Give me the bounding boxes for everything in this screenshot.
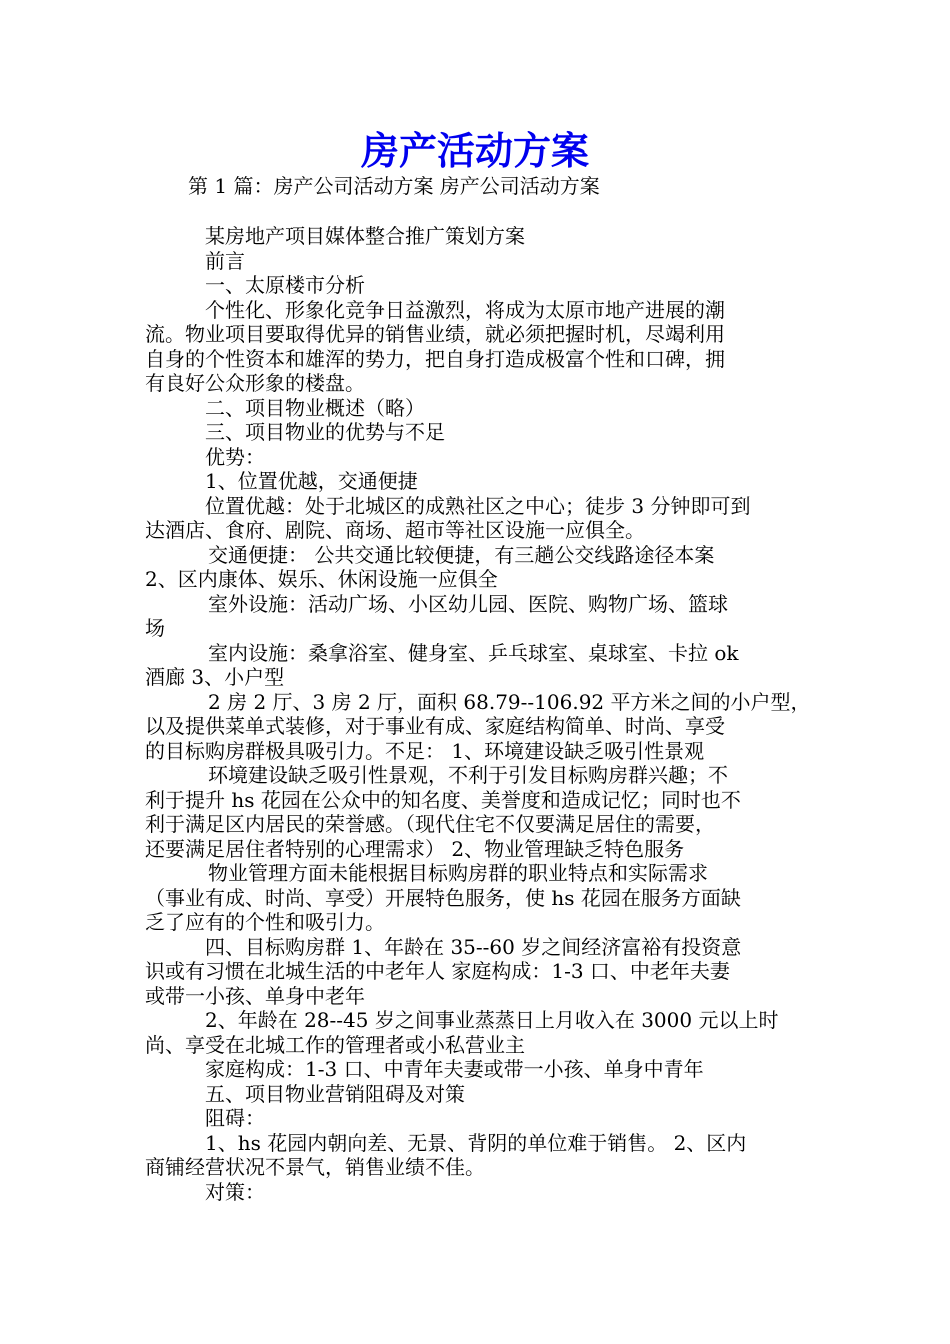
text-line: 商铺经营状况不景气，销售业绩不佳。 xyxy=(145,1155,485,1179)
text-line: 室内设施：桑拿浴室、健身室、乒乓球室、桌球室、卡拉 ok xyxy=(208,640,739,665)
text-line: 或带一小孩、单身中老年 xyxy=(145,983,365,1008)
text-line: 乏了应有的个性和吸引力。 xyxy=(145,910,385,934)
text-line: 以及提供菜单式装修，对于事业有成、家庭结构简单、时尚、享受 xyxy=(145,714,725,738)
text-line: 五、项目物业营销阻碍及对策 xyxy=(205,1081,465,1106)
text-line: 交通便捷： 公共交通比较便捷，有三趟公交线路途径本案 xyxy=(208,542,715,567)
text-line: 1、位置优越，交通便捷 xyxy=(205,469,418,493)
text-line: 优势： xyxy=(205,444,265,469)
text-line: （事业有成、时尚、享受）开展特色服务，使 hs 花园在服务方面缺 xyxy=(145,885,741,910)
text-line: 一、太原楼市分析 xyxy=(205,273,365,297)
text-line: 利于满足区内居民的荣誉感。（现代住宅不仅要满足居住的需要， xyxy=(145,812,715,836)
text-line: 室外设施：活动广场、小区幼儿园、医院、购物广场、篮球 xyxy=(208,591,728,616)
text-line: 四、目标购房群 1、年龄在 35--60 岁之间经济富裕有投资意 xyxy=(205,934,742,959)
document-subtitle: 第 1 篇：房产公司活动方案 房产公司活动方案 xyxy=(188,174,600,198)
text-line: 场 xyxy=(145,616,165,640)
text-line: 某房地产项目媒体整合推广策划方案 xyxy=(205,224,525,248)
text-line: 还要满足居住者特别的心理需求） 2、物业管理缺乏特色服务 xyxy=(145,836,685,861)
text-line: 2、年龄在 28--45 岁之间事业蒸蒸日上月收入在 3000 元以上时 xyxy=(205,1008,779,1032)
text-line: 利于提升 hs 花园在公众中的知名度、美誉度和造成记忆；同时也不 xyxy=(145,787,741,812)
text-line: 自身的个性资本和雄浑的势力，把自身打造成极富个性和口碑，拥 xyxy=(145,346,725,371)
text-line: 位置优越：处于北城区的成熟社区之中心；徒步 3 分钟即可到 xyxy=(205,493,751,518)
text-line: 前言 xyxy=(205,248,245,273)
text-line: 环境建设缺乏吸引性景观，不利于引发目标购房群兴趣；不 xyxy=(208,763,728,787)
text-line: 个性化、形象化竞争日益激烈，将成为太原市地产进展的潮 xyxy=(205,297,725,322)
text-line: 阻碍： xyxy=(205,1106,265,1130)
text-line: 2、区内康体、娱乐、休闲设施一应俱全 xyxy=(145,567,498,591)
document-title: 房产活动方案 xyxy=(360,128,589,173)
text-line: 酒廊 3、小户型 xyxy=(145,665,285,689)
text-line: 对策： xyxy=(205,1179,265,1204)
text-line: 达酒店、食府、剧院、商场、超市等社区设施一应俱全。 xyxy=(145,518,645,542)
text-line: 物业管理方面未能根据目标购房群的职业特点和实际需求 xyxy=(208,861,708,885)
text-line: 有良好公众形象的楼盘。 xyxy=(145,371,365,395)
text-line: 流。物业项目要取得优异的销售业绩，就必须把握时机，尽竭利用 xyxy=(145,322,725,346)
text-line: 家庭构成：1-3 口、中青年夫妻或带一小孩、单身中青年 xyxy=(205,1057,704,1081)
document-body xyxy=(145,224,810,1204)
text-line: 尚、享受在北城工作的管理者或小私营业主 xyxy=(145,1032,525,1057)
text-line: 二、项目物业概述（略） xyxy=(205,395,425,420)
text-line: 识或有习惯在北城生活的中老年人 家庭构成：1-3 口、中老年夫妻 xyxy=(145,959,730,983)
text-line: 2 房 2 厅、3 房 2 厅，面积 68.79--106.92 平方米之间的小户型， xyxy=(208,689,811,714)
text-line: 的目标购房群极具吸引力。不足： 1、环境建设缺乏吸引性景观 xyxy=(145,738,705,763)
text-line: 三、项目物业的优势与不足 xyxy=(205,420,445,444)
text-line: 1、hs 花园内朝向差、无景、背阴的单位难于销售。 2、区内 xyxy=(205,1130,747,1155)
